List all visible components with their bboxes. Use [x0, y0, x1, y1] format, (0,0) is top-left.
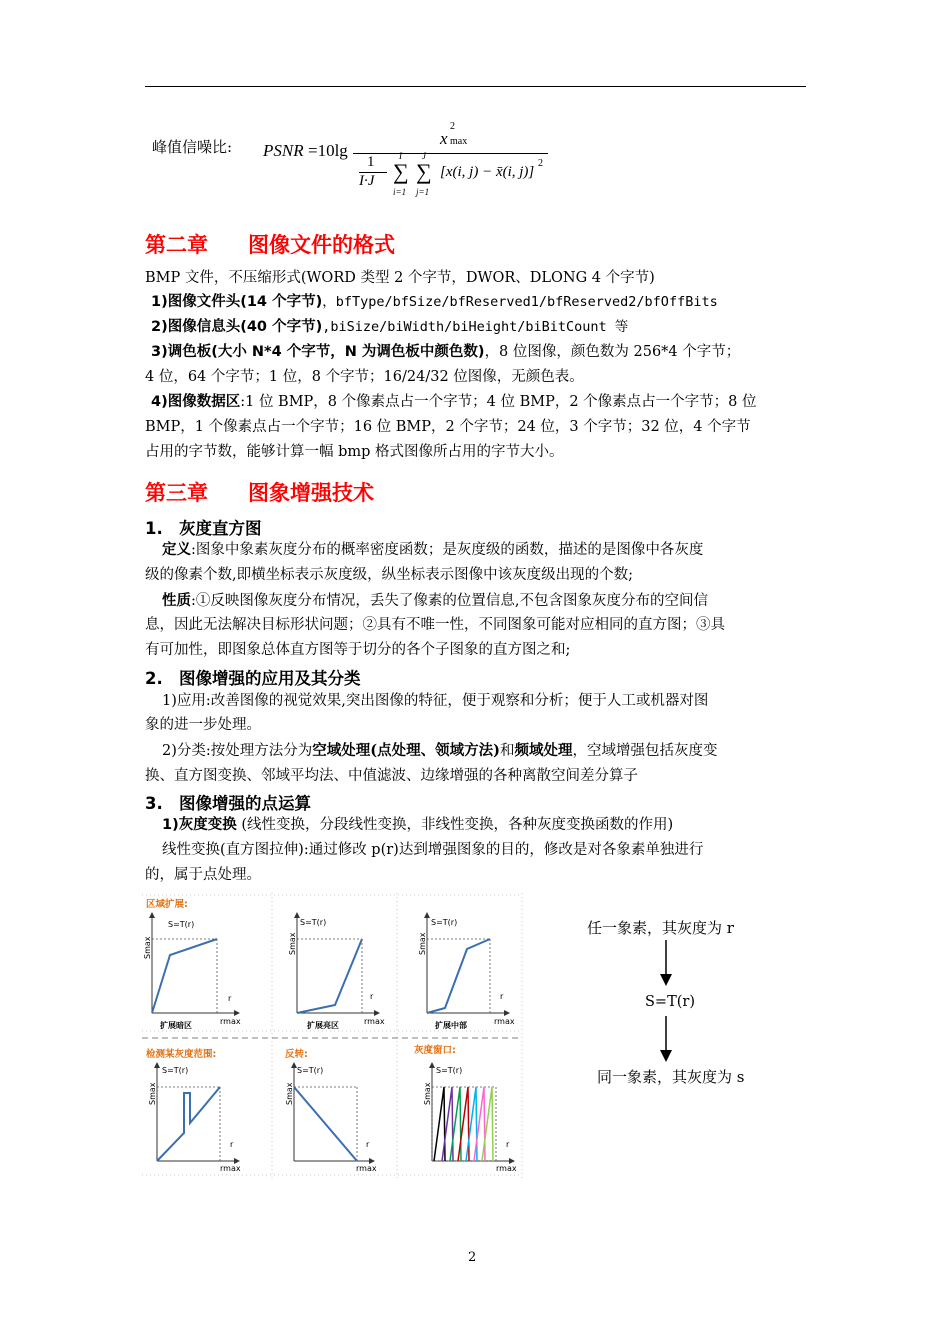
- plot1-rmax: rmax: [220, 1017, 241, 1026]
- gray-transform-figure: [142, 893, 527, 1178]
- section-2-number: 2.: [145, 669, 163, 688]
- formula-sum-top-j: J: [422, 151, 426, 161]
- section-2-title: 图像增强的应用及其分类: [179, 669, 361, 688]
- properties-label: 性质: [162, 593, 191, 609]
- plot5-r: r: [366, 1140, 370, 1149]
- caption-expand-bright: 扩展亮区: [307, 1021, 339, 1030]
- caption-expand-dark: 扩展暗区: [160, 1021, 192, 1030]
- properties-line-1: :①反映图像灰度分布情况，丢失了像素的位置信息,不包含图象灰度分布的空间信: [191, 593, 708, 609]
- chapter-3-heading: [145, 477, 374, 507]
- formula-label: 峰值信噪比:: [152, 138, 233, 156]
- formula-sum-bot-i: i=1: [393, 187, 407, 197]
- histogram-definition: [162, 540, 703, 560]
- properties-line-2: 息，因此无法解决目标形状问题；②具有不唯一性，不同图象可能对应相同的直方图；③具: [145, 617, 725, 633]
- classification-and: 和: [500, 743, 515, 759]
- figure-grid: [142, 893, 522, 1178]
- plot-detect-range: [148, 1065, 241, 1173]
- plot4-func: S=T(r): [162, 1066, 189, 1075]
- chapter-3-number: 第三章: [145, 481, 208, 505]
- plot5-func: S=T(r): [297, 1066, 324, 1075]
- plot1-func: S=T(r): [168, 920, 195, 929]
- plot2-func: S=T(r): [300, 918, 327, 927]
- label-invert: 反转:: [285, 1049, 308, 1060]
- section-1-heading: [145, 515, 262, 539]
- bmp-item-1: [151, 292, 718, 312]
- formula-eq: =10lg: [308, 141, 348, 160]
- definition-line-2: 级的像素个数,即横坐标表示灰度级，纵坐标表示图像中该灰度级出现的个数;: [145, 567, 633, 583]
- formula-numerator-sup: 2: [450, 121, 455, 132]
- header-rule: [145, 86, 806, 87]
- flow-arrow-2: [658, 1016, 674, 1064]
- label-region-expand: 区域扩展:: [146, 899, 188, 910]
- plot1-r: r: [228, 994, 232, 1003]
- chapter-2-title: 图像文件的格式: [248, 233, 395, 257]
- classification-prefix: 2)分类:按处理方法分为: [162, 743, 313, 759]
- flow-function: S=T(r): [645, 994, 695, 1010]
- formula-numerator: x: [440, 129, 448, 148]
- plot3-rmax: rmax: [494, 1017, 515, 1026]
- chapter-2-number: 第二章: [145, 233, 208, 257]
- label-gray-window: 灰度窗口:: [414, 1045, 456, 1056]
- bmp-item-3-line2: 4 位，64 个字节；1 位，8 个字节；16/24/32 位图像，无颜色表。: [145, 369, 584, 385]
- histogram-properties: [162, 591, 708, 611]
- linear-transform-line-2: 的，属于点处理。: [145, 867, 261, 883]
- curve-expand-dark: [152, 939, 217, 1013]
- plot5-smax: Smax: [285, 1082, 294, 1105]
- plot4-smax: Smax: [148, 1082, 157, 1105]
- definition-line-1: :图象中象素灰度分布的概率密度函数；是灰度级的函数，描述的是图像中各灰度: [191, 542, 704, 558]
- plot4-r: r: [230, 1140, 234, 1149]
- linear-transform-line-1: 线性变换(直方图拉伸):通过修改 p(r)达到增强图象的目的，修改是对各象素单独进行: [162, 842, 704, 858]
- bmp-item-2: [151, 317, 628, 337]
- formula-sum-bot-j: j=1: [416, 187, 430, 197]
- gray-transform-text: (线性变换，分段线性变换，非线性变换，各种灰度变换函数的作用): [236, 817, 674, 833]
- section-1-number: 1.: [145, 519, 163, 538]
- bmp-item-4: [151, 392, 757, 412]
- bmp-item-3-text: ，8 位图像，颜色数为 256*4 个字节；: [484, 344, 741, 360]
- section-1-title: 灰度直方图: [179, 519, 262, 538]
- plot4-rmax: rmax: [220, 1164, 241, 1173]
- formula-ij: I·J: [359, 173, 375, 189]
- bmp-intro: BMP 文件，不压缩形式(WORD 类型 2 个字节，DWOR、DLONG 4 个字节): [145, 270, 655, 286]
- page-number: 2: [468, 1250, 477, 1265]
- formula-lhs: PSNR: [263, 141, 304, 160]
- chapter-3-title: 图象增强技术: [248, 481, 374, 505]
- gray-transform: [162, 815, 673, 835]
- formula-body: [x(i, j) − x̄(i, j)]: [440, 164, 535, 180]
- plot3-r: r: [500, 992, 504, 1001]
- plot3-func: S=T(r): [431, 918, 458, 927]
- plot2-smax: Smax: [288, 932, 297, 955]
- bmp-item-2-text: ,biSize/biWidth/biHeight/biBitCount 等: [322, 319, 629, 335]
- curve-invert: [294, 1087, 357, 1161]
- plot3-smax: Smax: [418, 932, 427, 955]
- bmp-item-2-bold: 2)图像信息头(40 个字节): [151, 319, 323, 335]
- plot1-smax: Smax: [143, 936, 152, 959]
- bmp-item-3-bold: 3)调色板(大小 N*4 个字节，N 为调色板中颜色数): [151, 344, 485, 360]
- bmp-item-4-text: :1 位 BMP，8 个像素点占一个字节；4 位 BMP，2 个像素点占一个字节；8 位: [240, 394, 757, 410]
- curve-expand-bright: [297, 939, 362, 1013]
- bmp-item-1-bold: 1)图像文件头(14 个字节): [151, 294, 323, 310]
- curve-expand-middle: [427, 939, 490, 1013]
- plot6-rmax: rmax: [496, 1164, 517, 1173]
- application-line-2: 象的进一步处理。: [145, 717, 261, 733]
- formula-numerator-sub: max: [450, 136, 468, 147]
- psnr-formula: [263, 121, 563, 204]
- section-2-heading: [145, 665, 361, 689]
- chapter-2-heading: [145, 229, 395, 259]
- plot-expand-bright: [288, 915, 385, 1030]
- plot-expand-dark: [143, 915, 241, 1030]
- plot2-rmax: rmax: [364, 1017, 385, 1026]
- classification-line-1: [162, 741, 718, 761]
- curve-detect-range: [157, 1087, 220, 1161]
- plot-gray-window: [423, 1065, 517, 1173]
- plot5-rmax: rmax: [356, 1164, 377, 1173]
- plot6-r: r: [506, 1140, 510, 1149]
- section-3-number: 3.: [145, 794, 163, 813]
- classification-line-2: 换、直方图变换、邻域平均法、中值滤波、边缘增强的各种离散空间差分算子: [145, 768, 638, 784]
- formula-body-sup: 2: [538, 158, 543, 169]
- bmp-item-1-text: ，bfType/bfSize/bfReserved1/bfReserved2/bfOffBits: [322, 294, 718, 310]
- sum-symbol-i: ∑: [393, 159, 409, 184]
- formula-fraction-bar: [353, 153, 548, 154]
- formula-sum-top-i: I: [399, 151, 402, 161]
- plot-expand-middle: [418, 915, 515, 1030]
- bmp-item-4-line3: 占用的字节数，能够计算一幅 bmp 格式图像所占用的字节大小。: [145, 444, 564, 460]
- gray-transform-label: 1)灰度变换: [162, 817, 237, 833]
- frequency-domain-label: 频域处理: [514, 742, 573, 759]
- formula-one: 1: [367, 154, 375, 170]
- section-3-heading: [145, 790, 311, 814]
- flow-arrow-1: [658, 940, 674, 988]
- bmp-item-4-line2: BMP，1 个像素点占一个字节；16 位 BMP，2 个字节；24 位，3 个字节；32 位，4 个字节: [145, 419, 751, 435]
- flow-top-text: 任一象素，其灰度为 r: [587, 919, 734, 937]
- plot6-func: S=T(r): [436, 1066, 463, 1075]
- section-3-title: 图像增强的点运算: [179, 794, 311, 813]
- properties-line-3: 有可加性，即图象总体直方图等于切分的各个子图象的直方图之和;: [145, 642, 571, 658]
- bmp-item-3: [151, 342, 740, 362]
- plot2-r: r: [370, 992, 374, 1001]
- flow-bottom-text: 同一象素，其灰度为 s: [597, 1068, 745, 1086]
- application-line-1: 1)应用:改善图像的视觉效果,突出图像的特征，便于观察和分析；便于人工或机器对图: [162, 693, 709, 709]
- plot6-smax: Smax: [423, 1082, 432, 1105]
- classification-suffix: ，空域增强包括灰度变: [572, 743, 718, 759]
- spatial-domain-label: 空域处理(点处理、领域方法): [312, 742, 501, 759]
- definition-label: 定义: [162, 542, 191, 558]
- caption-expand-middle: 扩展中部: [435, 1021, 467, 1030]
- bmp-item-4-bold: 4)图像数据区: [151, 394, 241, 410]
- plot-invert: [285, 1065, 377, 1173]
- label-detect-range: 检测某灰度范围:: [146, 1049, 217, 1060]
- sum-symbol-j: ∑: [416, 159, 432, 184]
